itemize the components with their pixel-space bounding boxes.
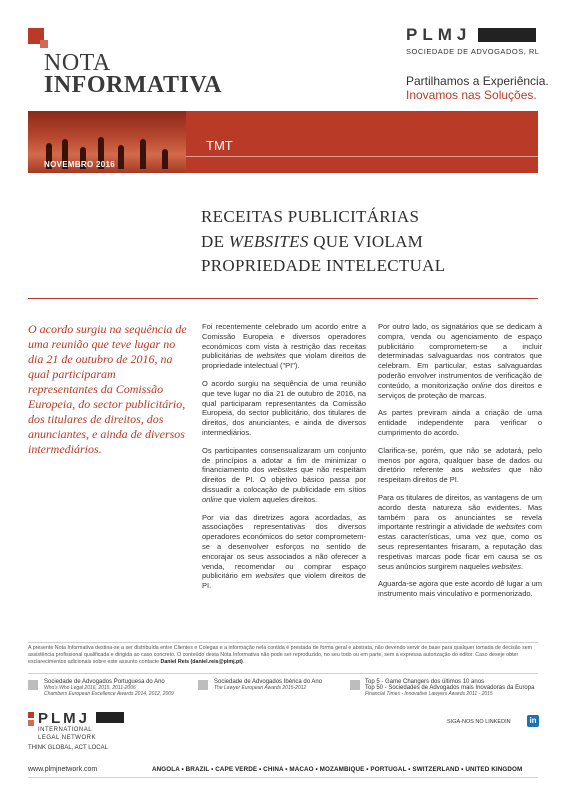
body-column-2 xyxy=(378,322,542,607)
network-line2: LEGAL NETWORK xyxy=(38,735,96,741)
country-list: ANGOLA • BRAZIL • CAPE VERDE • CHINA • MACAO • MOZAMBIQUE • PORTUGAL • SWITZERLAND • UNITED KINGDOM xyxy=(152,766,523,773)
section-label: TMT xyxy=(206,138,233,153)
paragraph: O acordo surgiu na sequência de uma reunião que teve lugar no dia 21 de outubro de 2016, na qual participaram representantes da Comissão Europeia, do sector publicitário, dos titulares de direitos, dos anunciantes, e ainda de diversos intermediários. xyxy=(202,378,366,437)
award-2: Sociedade de Advogados Ibérica do Ano The Lawyer European Awards 2015-2012 xyxy=(214,679,323,691)
doc-type-line1: NOTA xyxy=(44,50,111,76)
award-marker xyxy=(198,680,208,690)
website-link[interactable]: www.plmjnetwork.com xyxy=(28,766,98,773)
brand-logo-bar xyxy=(478,28,536,42)
logo-square-small xyxy=(40,40,48,48)
award-marker xyxy=(28,680,38,690)
paragraph: As partes previram ainda a criação de uma entidade independente para verificar o cumprimento do acordo. xyxy=(378,408,542,437)
title-divider xyxy=(28,298,538,299)
article-title-line3: PROPRIEDADE INTELECTUAL xyxy=(201,256,446,275)
awards-divider xyxy=(28,673,538,674)
paragraph: Aguarda-se agora que este acordo dê lugar a um instrumento mais vinculativo e pormenorizado. xyxy=(378,579,542,599)
slogan-line2: Inovamos nas Soluções. xyxy=(406,88,537,102)
paragraph: Por via das diretrizes agora acordadas, as associações representativas dos diversos operadores económicos do setor comprometem-se a desenvolver esforços no sentido de encorajar os seus associados a não oferecer a venda, recomendar ou comprar espaço publicitário em websites que violem direitos de PI. xyxy=(202,512,366,591)
award-3: Top 5 - Game Changers dos últimos 10 anos Top 50 - Sociedades de Advogados mais Inovadoras da Europa Financial Times - Innovative Lawyers Awards 2011 - 2015 xyxy=(365,679,535,697)
award-1: Sociedade de Advogados Portuguesa do Ano Who's Who Legal 2016, 2015, 2011-2006 Chambers European Excellence Awards 2014, 2012, 2009 xyxy=(44,679,174,697)
paragraph: Foi recentemente celebrado um acordo entre a Comissão Europeia e diversos operadores económicos com vista à restrição das receitas publicitárias de websites que violam direitos de propriedade intelectual ("PI"). xyxy=(202,322,366,371)
disclaimer-divider xyxy=(28,642,538,643)
banner-divider xyxy=(186,156,538,157)
paragraph: Por outro lado, os signatários que se dedicam à compra, venda ou agenciamento de espaço publicitário comprometem-se a incluir determinadas salvaguardas nos contratos que celebram. Em particular, estas salvaguardas poderão envolver instrumentos de verificação de conteúdo, a monitorização online dos direitos e serviços de proteção de marcas. xyxy=(378,322,542,400)
lead-quote: O acordo surgiu na sequência de uma reunião que teve lugar no dia 21 de outubro de 2016, na qual participaram representantes da Comissão Europeia, do sector publicitário, dos titulares de direitos, dos anunciantes, e ainda de diversos intermediários. xyxy=(28,322,187,456)
network-line1: INTERNATIONAL xyxy=(38,727,93,733)
article-title-line1: RECEITAS PUBLICITÁRIAS xyxy=(201,207,420,226)
brand-subtitle: SOCIEDADE DE ADVOGADOS, RL xyxy=(406,47,540,56)
award-marker xyxy=(350,680,360,690)
network-logo-square xyxy=(28,712,34,718)
doc-type-line2: INFORMATIVA xyxy=(44,72,222,98)
network-tagline: THINK GLOBAL, ACT LOCAL xyxy=(28,745,108,751)
issue-date: NOVEMBRO 2016 xyxy=(44,160,116,169)
network-logo: PLMJ xyxy=(38,710,91,727)
body-column-1 xyxy=(202,322,366,599)
article-title-line2: DE WEBSITES QUE VIOLAM xyxy=(201,232,424,251)
linkedin-follow-link[interactable]: SIGA-NOS NO LINKEDIN xyxy=(447,719,511,725)
linkedin-icon[interactable]: in xyxy=(527,715,539,727)
paragraph: Os participantes consensualizaram um conjunto de princípios a adotar a fim de minimizar o financiamento dos websites que não respeitam direitos de PI. O objetivo básico passa por dissuadir a colocação de publicidade em sítios online que violem aqueles direitos. xyxy=(202,445,366,504)
paragraph: Para os titulares de direitos, as vantagens de um acordo desta natureza são evidentes. Mas também para os anunciantes se revela importante restringir a atividade de websites com estas características, uma vez que, como os seus representantes frisaram, a reputação das respetivas marcas pode ficar em causa se os seus anúncios surgirem naqueles websites. xyxy=(378,492,542,571)
network-logo-bar xyxy=(96,712,124,723)
slogan-line1: Partilhamos a Experiência. xyxy=(406,74,549,88)
network-logo-square xyxy=(28,720,34,726)
brand-logo: PLMJ xyxy=(406,25,472,44)
contact-link[interactable]: Daniel Reis (daniel.reis@plmj.pt) xyxy=(160,659,243,665)
paragraph: Clarifica-se, porém, que não se adotará, pelo menos por agora, qualquer base de dados ou diretório referente aos websites que não respeitam direitos de PI. xyxy=(378,445,542,485)
banner-band xyxy=(186,111,538,173)
disclaimer: A presente Nota Informativa destina-se a ser distribuída entre Clientes e Colegas e a informação nela contida é prestada de forma geral e abstrata, não devendo servir de base para qualquer tomada de decisão sem assistência profissional qualificada e dirigida ao caso concreto. O conteúdo desta Nota Informativa não pode ser reproduzido, no seu todo ou em parte, sem a expressa autorização do editor. Caso deseje obter esclarecimentos adicionais sobre este assunto contacte Daniel Reis (daniel.reis@plmj.pt). xyxy=(28,645,533,665)
footer-divider xyxy=(28,777,538,778)
